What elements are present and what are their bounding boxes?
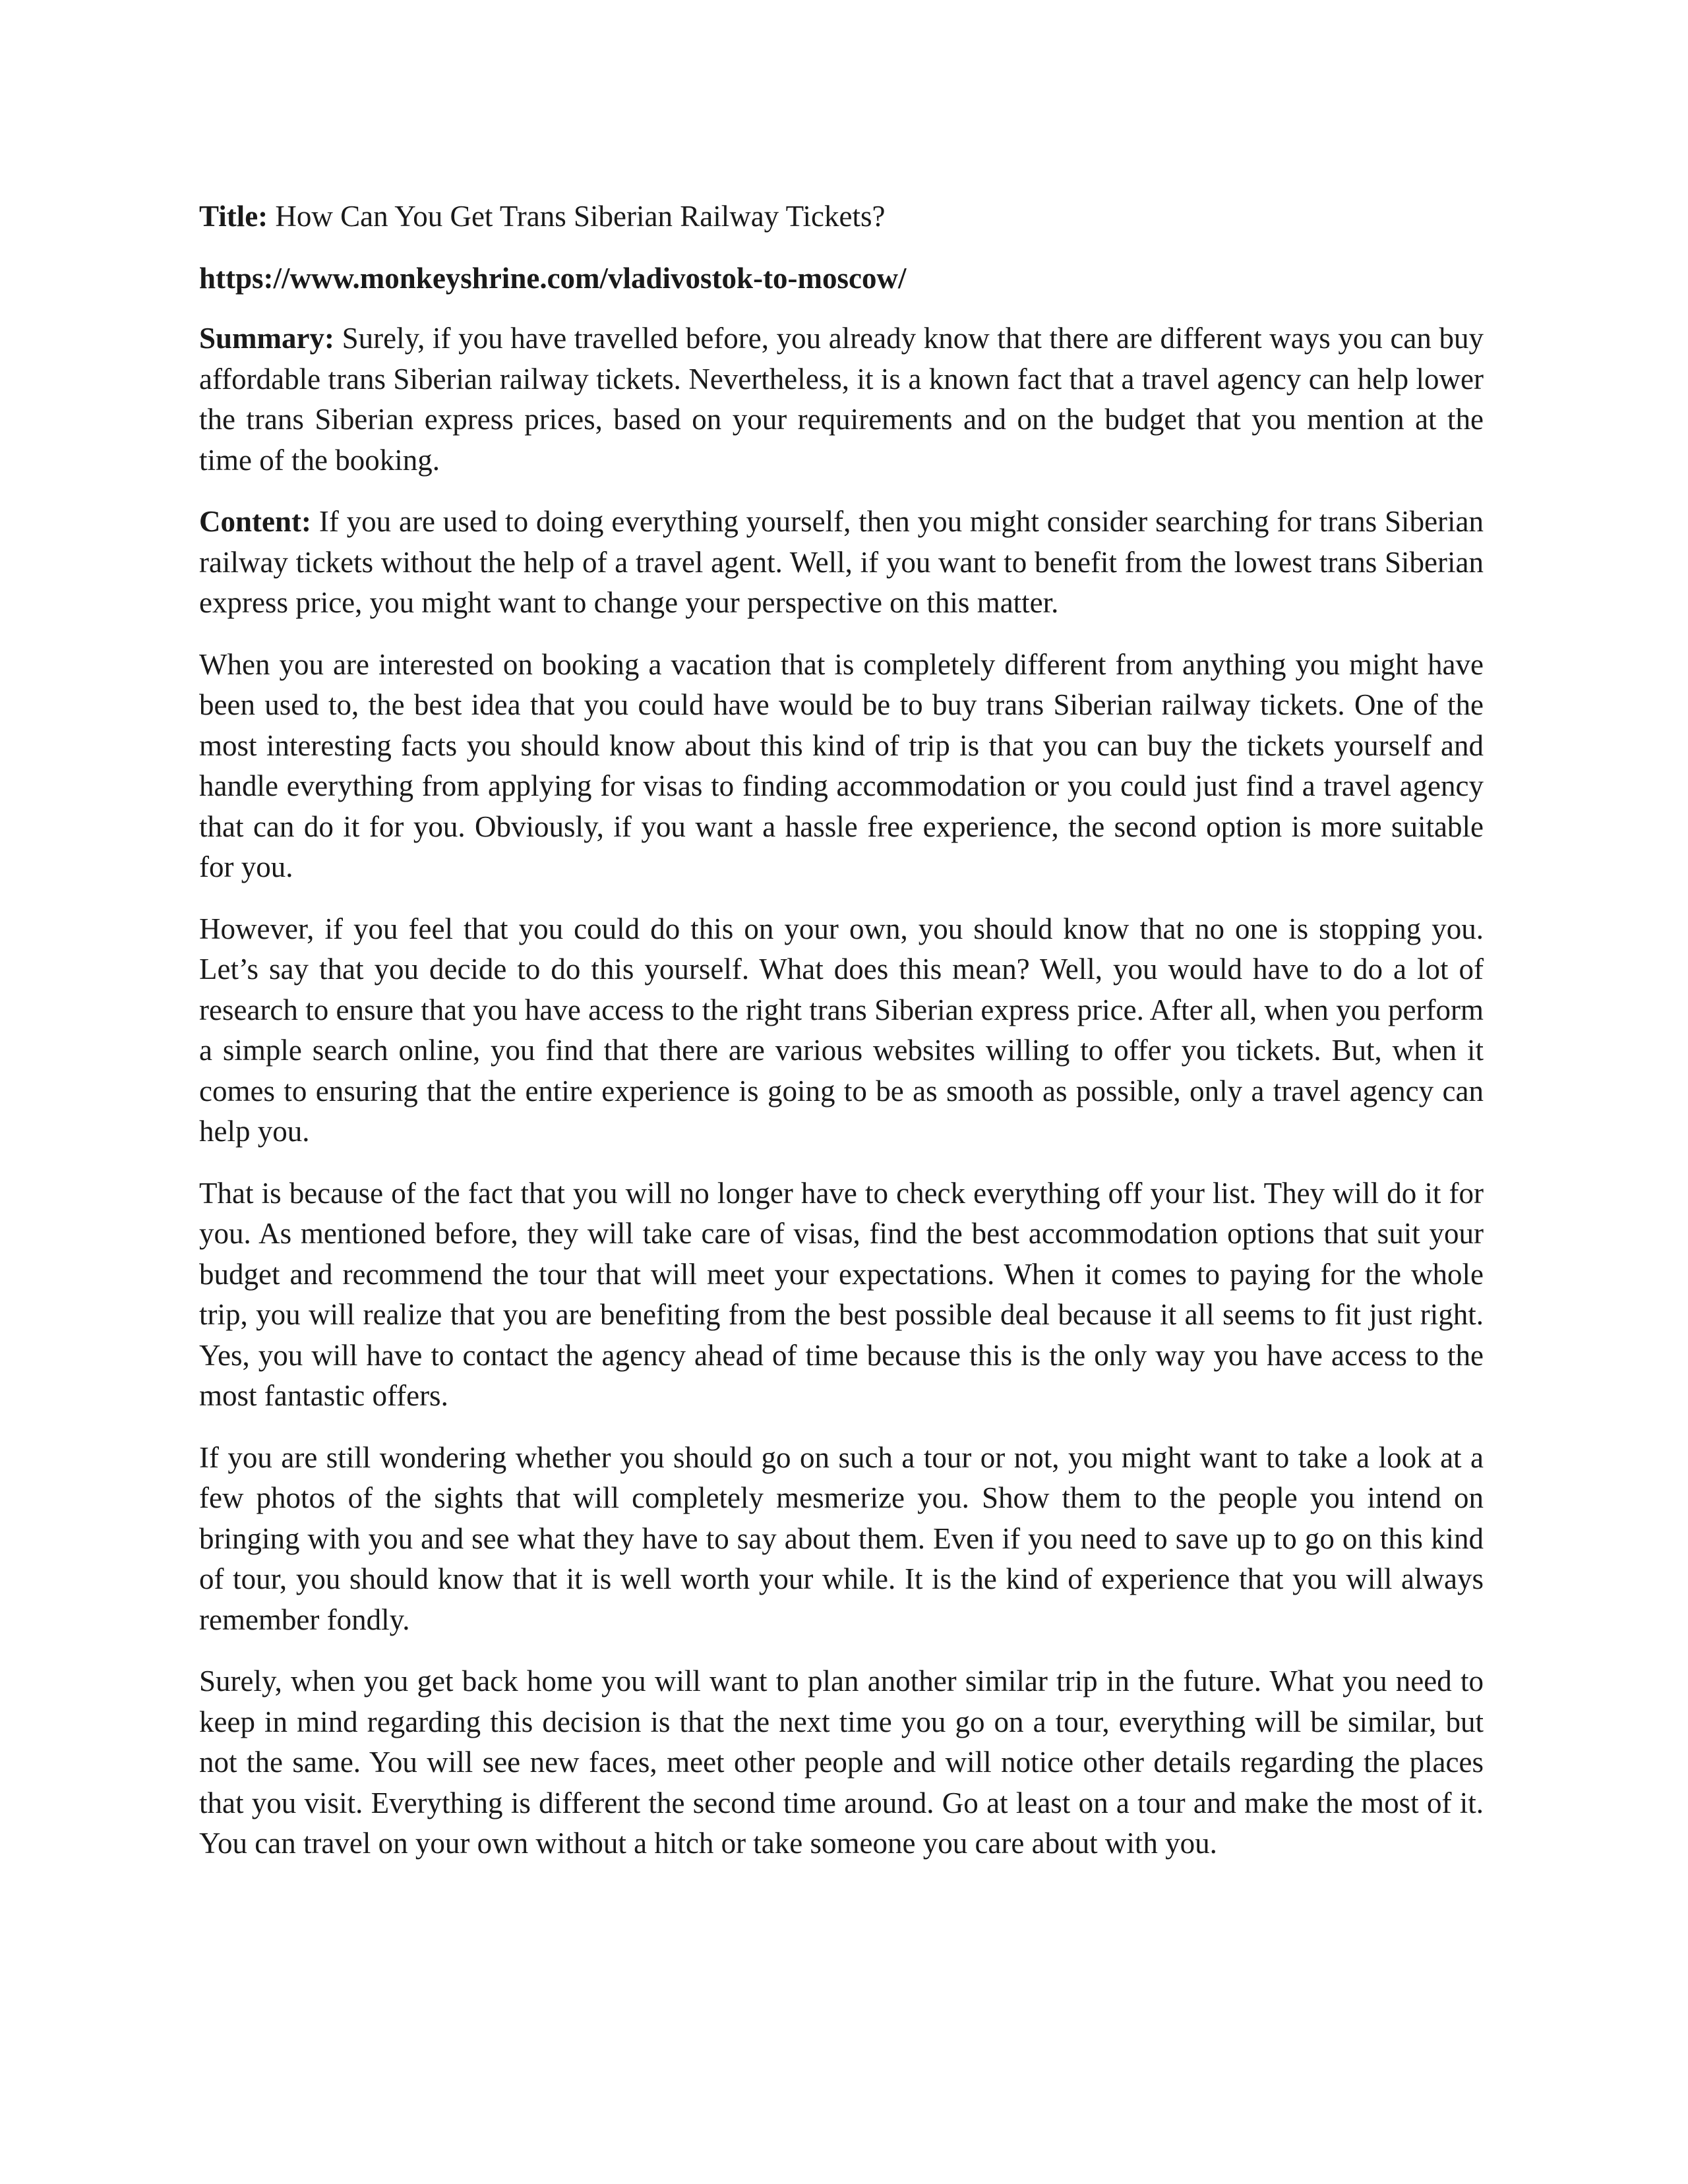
document-page [199,196,1484,1885]
summary-paragraph [199,318,1484,481]
title-text: How Can You Get Trans Siberian Railway Tickets? [275,200,886,233]
content-label: Content: [199,505,311,538]
source-url: https://www.monkeyshrine.com/vladivostok-to-moscow/ [199,261,907,295]
title-label: Title: [199,200,268,233]
content-paragraph [199,502,1484,624]
body-paragraph: Surely, when you get back home you will want to plan another similar trip in the future. What you need to keep in mind regarding this decision is that the next time you go on a tour, everything will be similar, but not the same. You will see new faces, meet other people and will notice other details regarding the places that you visit. Everything is different the second time around. Go at least on a tour and make the most of it. You can travel on your own without a hitch or take someone you care about with you. [199,1665,1484,1860]
body-paragraph: However, if you feel that you could do this on your own, you should know that no one is stopping you. Let’s say that you decide to do this yourself. What does this mean? Well, you would have to do a lot of research to ensure that you have access to the right trans Siberian express price. After all, when you perform a simple search online, you find that there are various websites willing to offer you tickets. But, when it comes to ensuring that the entire experience is going to be as smooth as possible, only a travel agency can help you. [199,912,1484,1148]
body-paragraph: When you are interested on booking a vacation that is completely different from anything you might have been used to, the best idea that you could have would be to buy trans Siberian railway tickets. One of the most interesting facts you should know about this kind of trip is that you can buy the tickets yourself and handle everything from applying for visas to finding accommodation or you could just find a travel agency that can do it for you. Obviously, if you want a hassle free experience, the second option is more suitable for you. [199,647,1484,883]
body-paragraph: That is because of the fact that you will no longer have to check everything off your list. They will do it for you. As mentioned before, they will take care of visas, find the best accommodation options that suit your budget and recommend the tour that will meet your expectations. When it comes to paying for the whole trip, you will realize that you are benefiting from the best possible deal because it all seems to fit just right. Yes, you will have to contact the agency ahead of time because this is the only way you have access to the most fantastic offers. [199,1176,1484,1412]
summary-text: Surely, if you have travelled before, you already know that there are different ways you can buy affordable trans Siberian railway tickets. Nevertheless, it is a known fact that a travel agency can help lower the trans Siberian express prices, based on your requirements and on the budget that you mention at the time of the booking. [199,322,1484,477]
title-line [199,196,1484,237]
summary-label: Summary: [199,322,334,355]
body-paragraph: If you are still wondering whether you should go on such a tour or not, you might want to take a look at a few photos of the sights that will completely mesmerize you. Show them to the people you intend on bringing with you and see what they have to say about them. Even if you need to save up to go on this kind of tour, you should know that it is well worth your while. It is the kind of experience that you will always remember fondly. [199,1440,1484,1636]
content-text: If you are used to doing everything yourself, then you might consider searching for trans Siberian railway tickets without the help of a travel agent. Well, if you want to benefit from the lowest trans Siberian express price, you might want to change your perspective on this matter. [199,505,1484,619]
